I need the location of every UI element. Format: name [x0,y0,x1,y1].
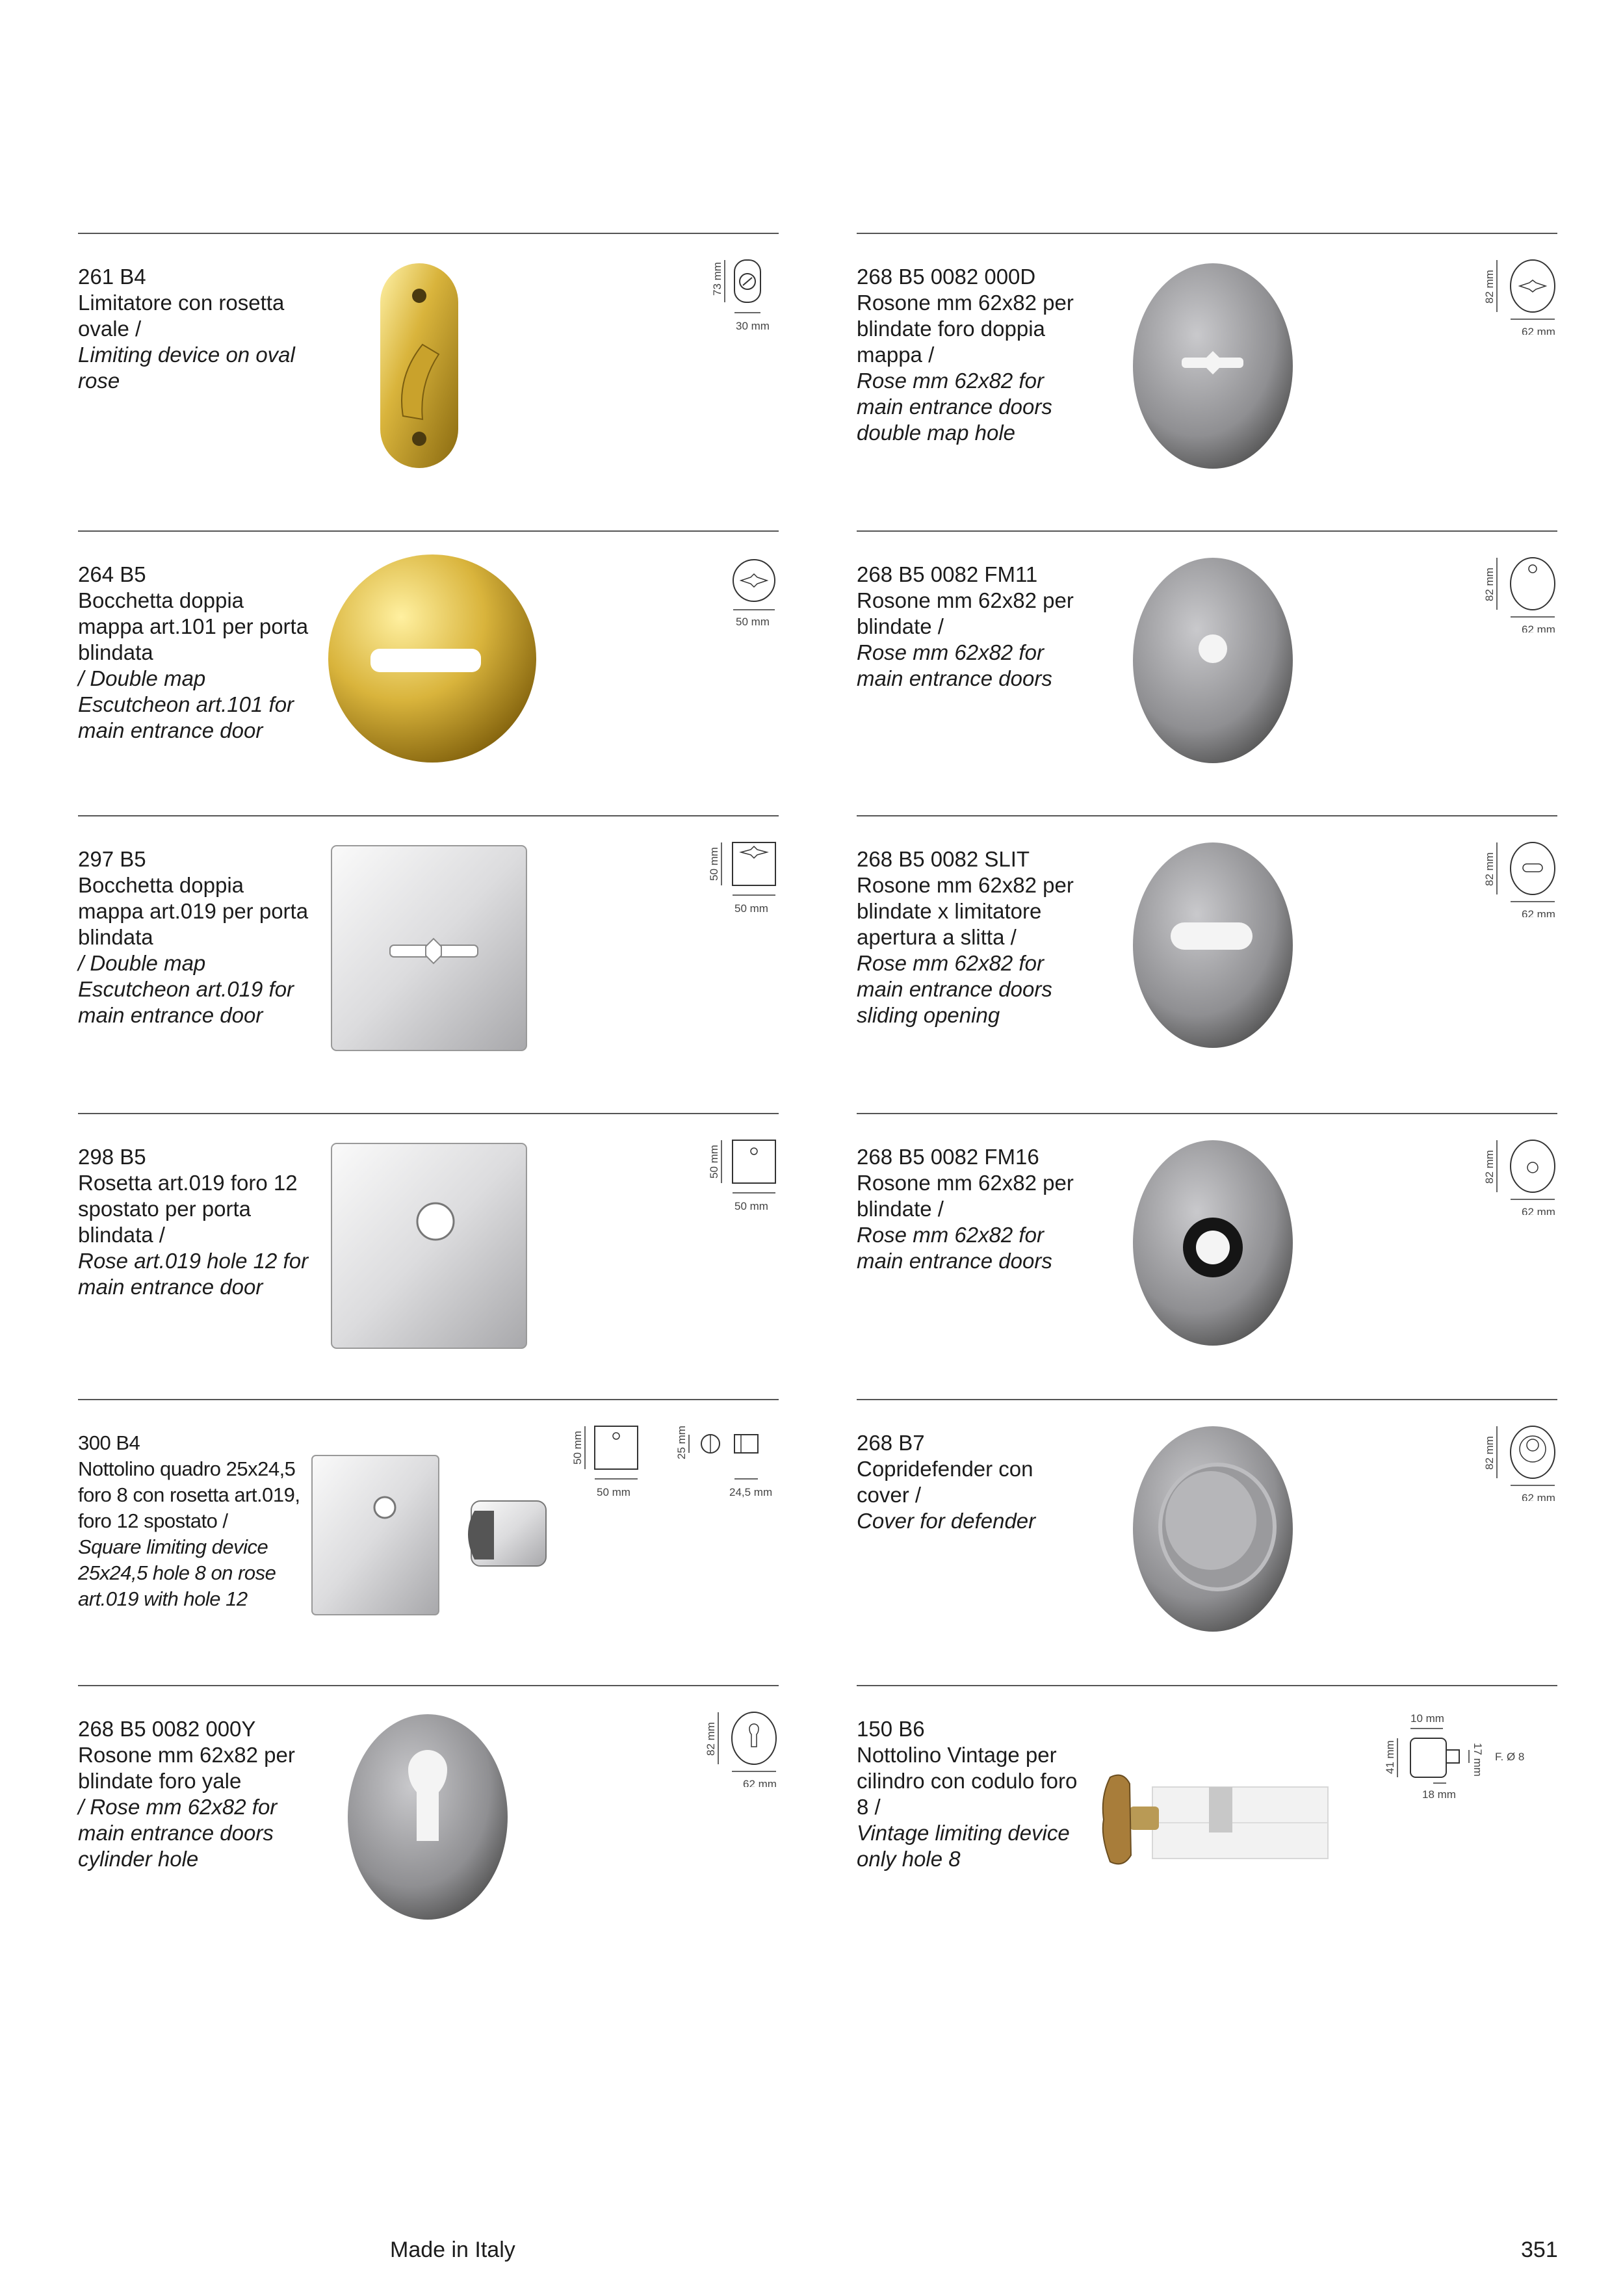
dimension-drawing [728,558,780,629]
product-photo-defender-cover [1130,1423,1299,1637]
desc-it: Rosone mm 62x82 per blindate / [857,1171,1074,1221]
desc-en: Rose mm 62x82 for main entrance doors sliding opening [857,951,1052,1027]
dimension-drawing [692,1709,780,1787]
dim-height: 82 mm [1483,567,1496,601]
product-268-b5-000d [857,233,1557,530]
dim-knob-depth: 24,5 mm [729,1486,773,1498]
dimension-drawing [1471,257,1559,335]
dim-width: 50 mm [734,1200,768,1212]
product-code: 268 B5 0082 FM16 [857,1145,1039,1169]
desc-en: Cover for defender [857,1509,1036,1533]
desc-it: Copridefender con cover / [857,1457,1033,1507]
dim-width: 62 mm [1522,908,1555,917]
dim-stem: 17 mm [1472,1743,1484,1777]
desc-it: Bocchetta doppia mappa art.019 per porta blindata [78,873,309,949]
desc-it: Limitatore con rosetta ovale / [78,291,285,341]
dimension-drawing [1471,839,1559,917]
dim-width: 62 mm [1522,326,1555,335]
dimension-drawing [689,839,780,924]
product-268-b5-fm16 [857,1113,1557,1411]
dimension-drawing [559,1423,780,1507]
product-photo-square-with-knob [309,1452,569,1621]
desc-it: Rosone mm 62x82 per blindate / [857,588,1074,638]
dimension-drawing [689,1137,780,1221]
product-photo-square-hole [328,1140,530,1355]
dimension-drawing [1471,1423,1559,1501]
desc-en: Rose mm 62x82 for main entrance doors double map hole [857,369,1052,445]
desc-it: Rosone mm 62x82 per blindate foro yale [78,1743,295,1793]
dim-width: 50 mm [734,902,768,915]
desc-en: Rose mm 62x82 for main entrance doors [857,640,1052,690]
desc-en: Rose art.019 hole 12 for main entrance door [78,1249,309,1299]
product-photo-round-brass [318,551,546,766]
page-number: 351 [1521,2237,1558,2262]
footer-made-in: Made in Italy [390,2237,515,2262]
product-268-b5-000y [78,1685,779,1983]
product-code: 268 B5 0082 000D [857,265,1036,289]
dim-width: 62 mm [1522,1206,1555,1215]
product-code: 268 B7 [857,1431,925,1455]
dim-width: 62 mm [1522,1492,1555,1501]
desc-en: / Double map Escutcheon art.101 for main entrance door [78,666,294,742]
dim-height: 73 mm [711,262,723,296]
desc-en: Rose mm 62x82 for main entrance doors [857,1223,1052,1273]
dimension-drawing [705,257,780,335]
product-photo-vintage-knob-cylinder [1091,1758,1338,1888]
product-150-b6 [857,1685,1557,1983]
dim-height: 50 mm [708,1145,720,1179]
product-photo-oval-brass [377,260,468,475]
dim-height: 50 mm [571,1431,584,1465]
desc-en: Vintage limiting device only hole 8 [857,1821,1070,1871]
dim-width: 50 mm [597,1486,630,1498]
dim-knob-height: 25 mm [675,1426,688,1459]
product-photo-steel-ring-hole [1130,1137,1299,1351]
dim-width: 62 mm [1522,623,1555,633]
product-photo-steel-slit [1130,839,1299,1054]
product-298-b5 [78,1113,779,1411]
desc-it: Nottolino quadro 25x24,5 foro 8 con rosetta art.019, foro 12 spostato / [78,1457,300,1532]
product-code: 264 B5 [78,562,146,586]
dimension-drawing [1471,1137,1559,1215]
product-268-b5-slit [857,815,1557,1113]
product-268-b5-fm11 [857,530,1557,828]
dim-top: 10 mm [1410,1712,1444,1725]
dim-bottom: 18 mm [1422,1788,1456,1800]
dim-height: 82 mm [1483,270,1496,304]
product-code: 300 B4 [78,1431,140,1454]
product-code: 268 B5 0082 000Y [78,1717,256,1741]
product-261-b4 [78,233,779,530]
desc-en: / Double map Escutcheon art.019 for main entrance door [78,951,294,1027]
desc-en: Square limiting device 25x24,5 hole 8 on rose art.019 with hole 12 [78,1535,276,1610]
dim-hole: F. Ø 8 [1495,1751,1525,1763]
desc-en: Limiting device on oval rose [78,343,295,393]
product-code: 261 B4 [78,265,146,289]
dim-height: 82 mm [1483,1436,1496,1470]
product-code: 298 B5 [78,1145,146,1169]
dim-width: 62 mm [743,1778,777,1787]
product-268-b7 [857,1399,1557,1697]
desc-it: Rosone mm 62x82 per blindate x limitatore apertura a slitta / [857,873,1074,949]
dim-height: 82 mm [1483,1150,1496,1184]
desc-it: Rosetta art.019 foro 12 spostato per porta blindata / [78,1171,298,1247]
product-code: 297 B5 [78,847,146,871]
dim-height: 50 mm [708,847,720,881]
product-photo-steel-cylinder-hole [344,1711,513,1925]
product-photo-steel-round-hole [1130,554,1299,769]
product-photo-steel-double-map [1130,260,1299,475]
desc-en: / Rose mm 62x82 for main entrance doors cylinder hole [78,1795,278,1871]
dimension-drawing [1471,554,1559,633]
dim-width: 50 mm [736,616,770,628]
dim-width: 30 mm [736,320,770,332]
dimension-drawing [1357,1709,1546,1800]
desc-it: Nottolino Vintage per cilindro con codulo foro 8 / [857,1743,1078,1819]
product-code: 150 B6 [857,1717,925,1741]
dim-height: 82 mm [705,1722,717,1756]
product-photo-square-double-map [328,842,530,1057]
product-300-b4 [78,1399,779,1697]
dim-height: 41 mm [1384,1740,1396,1774]
desc-it: Rosone mm 62x82 per blindate foro doppia mappa / [857,291,1074,367]
product-code: 268 B5 0082 FM11 [857,562,1038,586]
product-code: 268 B5 0082 SLIT [857,847,1030,871]
dim-height: 82 mm [1483,852,1496,886]
product-297-b5 [78,815,779,1113]
desc-it: Bocchetta doppia mappa art.101 per porta blindata [78,588,309,664]
product-264-b5 [78,530,779,828]
